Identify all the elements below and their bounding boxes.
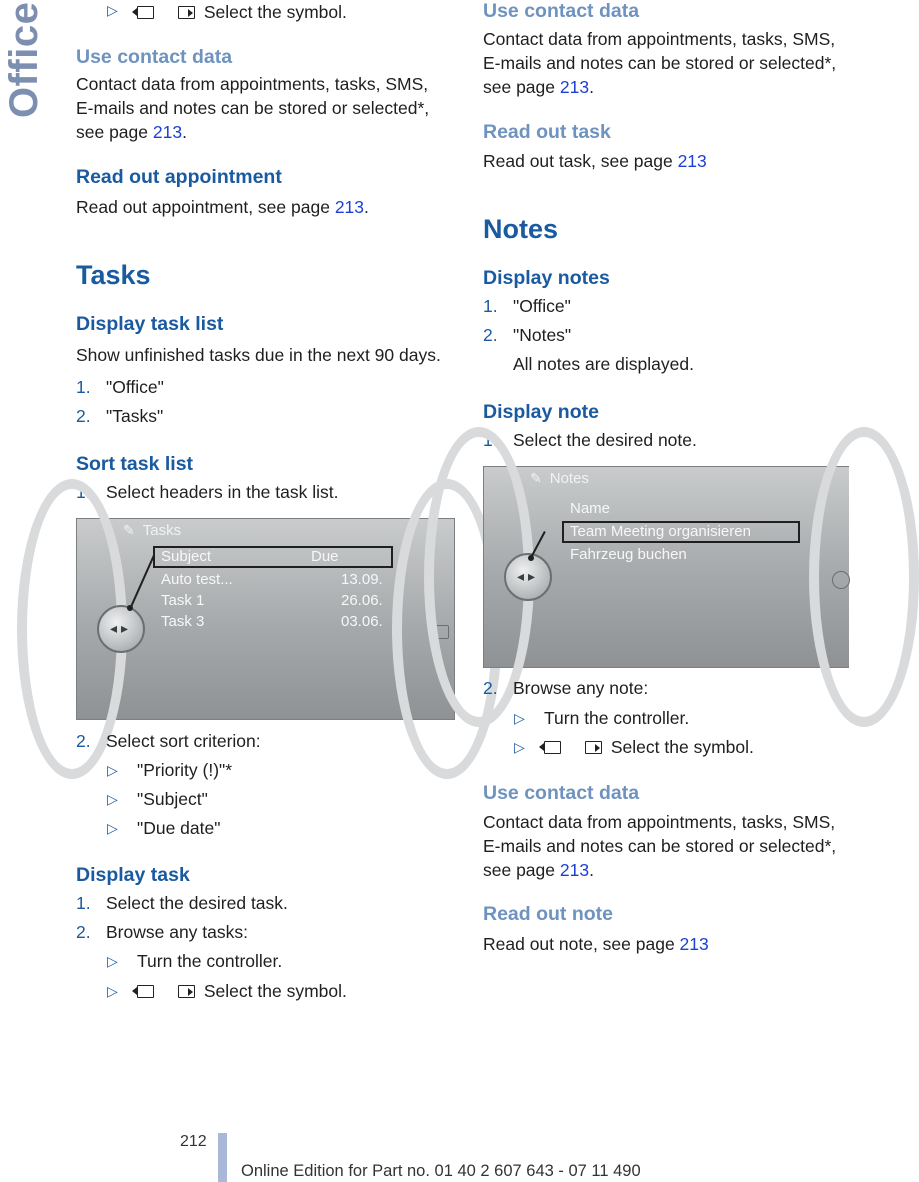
note-row: Name — [570, 500, 611, 517]
pointer-dot — [127, 605, 133, 611]
edition-text: Online Edition for Part no. 01 40 2 607 643 - 07 11 490 — [241, 1162, 641, 1180]
step-subtext: All notes are displayed. — [513, 354, 694, 374]
contact-text-line1: Contact data from appointments, tasks, SMS, — [483, 812, 836, 832]
contact-text-line3: see page 213. — [483, 77, 594, 97]
contact-text-line2: E-mails and notes can be stored or selected*, — [483, 836, 837, 856]
section-title-notes: Notes — [483, 214, 559, 244]
left-arrow-icon — [544, 741, 561, 754]
read-note-text: Read out note, see page 213 — [483, 934, 709, 954]
header-due: Due — [311, 548, 339, 565]
controller-knob-icon: ◂▸ — [504, 553, 552, 601]
step-item: 2. "Notes" — [483, 325, 572, 345]
bullet-item: ▷ "Due date" — [107, 818, 221, 838]
note-row: Team Meeting organisieren — [570, 523, 751, 540]
pointer-line — [130, 555, 155, 607]
note-row: Fahrzeug buchen — [570, 546, 687, 563]
heading-display-task-list: Display task list — [76, 313, 224, 335]
left-arrow-icon — [137, 6, 154, 19]
task-row-subject: Auto test... — [161, 571, 233, 588]
heading-sort-task-list: Sort task list — [76, 453, 194, 475]
bullet-item: ▷ Turn the controller. — [107, 951, 283, 971]
tasks-screen-image — [76, 518, 455, 720]
bullet-text: Select the symbol. — [203, 2, 347, 22]
bullet-select-symbol-top — [76, 0, 456, 24]
heading-display-task: Display task — [76, 864, 190, 886]
bullet-item: ▷ Select the symbol. — [514, 737, 754, 757]
plus-icon — [832, 571, 850, 589]
task-row-due: 13.09. — [341, 571, 383, 588]
read-task-text: Read out task, see page 213 — [483, 151, 707, 171]
bullet-item: ▷ Turn the controller. — [514, 708, 690, 728]
task-row-subject: Task 1 — [161, 592, 205, 609]
heading-use-contact-data: Use contact data — [483, 782, 640, 804]
side-tab-label: Office — [2, 1, 46, 118]
page-link[interactable]: 213 — [559, 860, 590, 880]
page-link[interactable]: 213 — [559, 77, 590, 97]
task-row-subject: Task 3 — [161, 613, 205, 630]
heading-read-out-note: Read out note — [483, 903, 613, 925]
right-arrow-icon — [585, 741, 602, 754]
footer-bar — [218, 1133, 227, 1182]
display-list-text: Show unfinished tasks due in the next 90 days. — [76, 345, 441, 365]
heading-display-notes: Display notes — [483, 267, 610, 289]
bullet-item: ▷ "Subject" — [107, 789, 208, 809]
section-side-tab — [0, 0, 46, 140]
step-item: 1. Select the desired note. — [483, 430, 697, 450]
page-link[interactable]: 213 — [677, 151, 707, 171]
contact-text-line1: Contact data from appointments, tasks, SMS, — [76, 74, 429, 94]
heading-read-out-task: Read out task — [483, 121, 611, 143]
task-row-due: 26.06. — [341, 592, 383, 609]
section-title-tasks: Tasks — [76, 260, 151, 290]
left-arrow-icon — [137, 985, 154, 998]
contact-text-line3: see page 213. — [76, 122, 187, 142]
page-link[interactable]: 213 — [152, 122, 183, 142]
controller-knob-icon: ◂▸ — [97, 605, 145, 653]
step-item: 2. "Tasks" — [76, 406, 164, 426]
screen-title: ✎ Notes — [530, 470, 589, 487]
step-item: 2. Browse any tasks: — [76, 922, 248, 942]
step-item: 2. Select sort criterion: — [76, 731, 261, 751]
heading-display-note: Display note — [483, 401, 599, 423]
contact-text-line3: see page 213. — [483, 860, 594, 880]
task-row-due: 03.06. — [341, 613, 383, 630]
notes-screen-image — [483, 466, 849, 668]
bullet-item: ▷ Select the symbol. — [107, 981, 347, 1001]
contact-text-line2: E-mails and notes can be stored or selected*, — [483, 53, 837, 73]
screen-title: ✎ Tasks — [123, 522, 181, 539]
right-arrow-icon — [178, 6, 195, 19]
pointer-dot — [528, 555, 534, 561]
step-item: 1. "Office" — [76, 377, 164, 397]
bullet-marker: ▷ — [107, 2, 118, 18]
bullet-item: ▷ "Priority (!)"* — [107, 760, 233, 780]
page-link[interactable]: 213 — [334, 197, 365, 217]
contact-text-line2: E-mails and notes can be stored or selected*, — [76, 98, 430, 118]
step-item: 1. Select headers in the task list. — [76, 482, 339, 502]
step-item: 1. "Office" — [483, 296, 571, 316]
heading-use-contact-data: Use contact data — [483, 0, 640, 22]
header-subject: Subject — [161, 548, 212, 565]
heading-use-contact-data: Use contact data — [76, 46, 233, 68]
step-item: 1. Select the desired task. — [76, 893, 288, 913]
page-number: 212 — [180, 1133, 207, 1150]
read-appointment-text: Read out appointment, see page 213. — [76, 197, 369, 217]
contact-text-line1: Contact data from appointments, tasks, SMS, — [483, 29, 836, 49]
right-arrow-icon — [178, 985, 195, 998]
step-item: 2. Browse any note: — [483, 678, 649, 698]
heading-read-out-appointment: Read out appointment — [76, 166, 282, 188]
page-link[interactable]: 213 — [679, 934, 709, 954]
